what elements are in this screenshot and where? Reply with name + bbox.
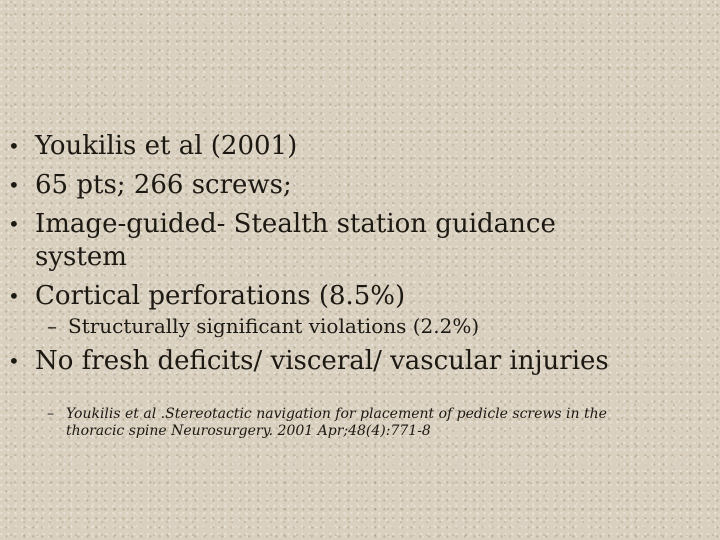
bullet-item (0, 169, 720, 202)
bullet-dot-icon: • (8, 212, 20, 236)
bullet-dot-icon: • (8, 173, 20, 197)
bullet-dot-icon: • (8, 284, 20, 308)
bullet-text: Youkilis et al (2001) (35, 131, 298, 161)
bullet-item (0, 208, 720, 274)
bullet-item (0, 130, 720, 163)
bullet-text: 65 pts; 266 screws; (35, 170, 292, 200)
reference-text: Youkilis et al .Stereotactic navigation for placement of pedicle screws in the thoracic spine Neurosurgery. 2001 Apr;48(4):771-8 (66, 406, 607, 439)
bullet-item (0, 280, 720, 313)
bullet-item (0, 345, 720, 378)
dash-icon: – (47, 406, 54, 422)
dash-icon: – (47, 314, 57, 338)
sub-bullet-item (0, 313, 720, 339)
bullet-text: No fresh deficits/ visceral/ vascular injuries (35, 346, 609, 376)
reference-citation (0, 406, 720, 440)
sub-bullet-text: Structurally significant violations (2.2%) (68, 314, 480, 338)
bullet-text: Image-guided- Stealth station guidance system (35, 209, 556, 272)
slide-content (0, 130, 720, 440)
bullet-dot-icon: • (8, 134, 20, 158)
bullet-text: Cortical perforations (8.5%) (35, 281, 406, 311)
bullet-dot-icon: • (8, 349, 20, 373)
